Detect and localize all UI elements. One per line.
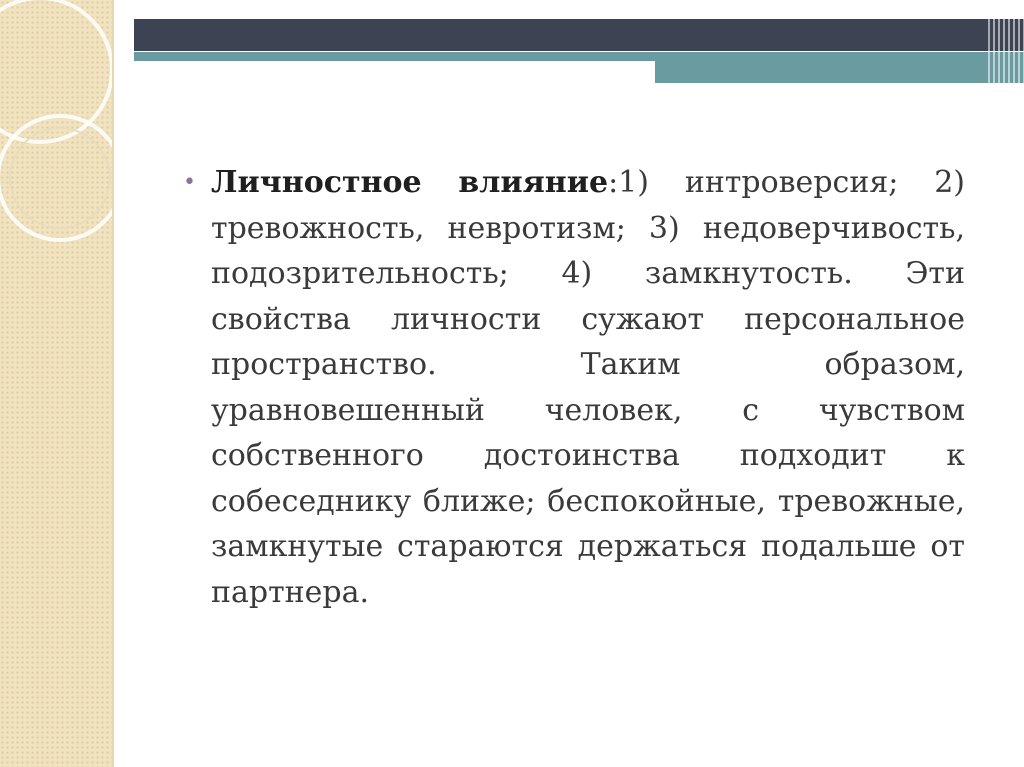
decorative-circles-icon [0,0,112,300]
bullet-icon: • [183,170,196,195]
header-stripes [988,19,1024,83]
bullet-term: Личностное влияние [211,165,609,200]
bullet-text: :1) интроверсия; 2) тревожность, невротизм; 3) недоверчивость, подозрительность; 4) замкнутость. Эти свойства личности сужают персональное пространство. Таким образом, уравновешенный человек, с чувством собственного достоинства подходит к собеседнику ближе; беспокойные, тревожные, замкнутые стараются держаться подальше от партнера. [211,165,965,610]
left-decorative-panel [0,0,112,767]
bullet-item [183,160,965,615]
left-panel-edge [112,0,114,767]
header-bar-teal-block [655,61,1024,83]
header-bar-teal [134,52,1024,61]
slide-content [183,160,965,615]
header-bar-dark [134,19,1024,51]
